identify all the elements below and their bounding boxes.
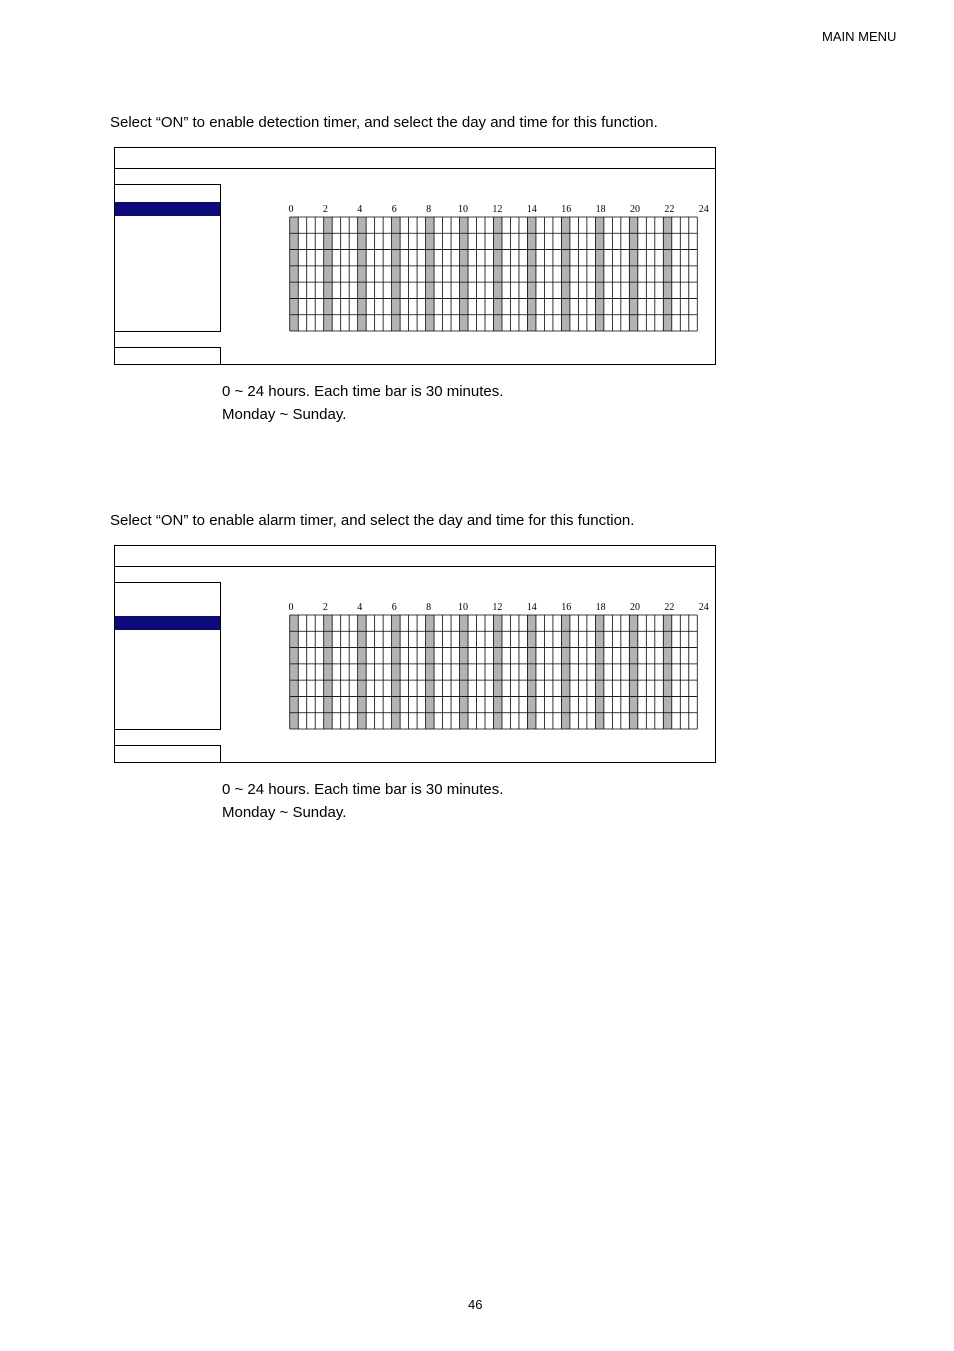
- time-bar-cell-column[interactable]: [604, 615, 612, 729]
- hour-label: 18: [595, 602, 606, 613]
- time-bar-cell-column[interactable]: [358, 615, 366, 729]
- hours-note: 0 ~ 24 hours. Each time bar is 30 minutes.: [222, 383, 504, 400]
- time-bar-cell-column[interactable]: [561, 615, 569, 729]
- time-bar-cell-column[interactable]: [426, 217, 434, 331]
- time-bar-cell-column[interactable]: [527, 217, 535, 331]
- time-bar-cell-column[interactable]: [595, 615, 603, 729]
- selected-day-row[interactable]: [115, 202, 220, 216]
- time-bar-cell-column[interactable]: [519, 217, 527, 331]
- time-bar-cell-column[interactable]: [510, 615, 518, 729]
- hour-label: 12: [492, 204, 503, 215]
- hour-label: 2: [322, 602, 328, 613]
- time-bar-cell-column[interactable]: [298, 217, 306, 331]
- time-bar-cell-column[interactable]: [477, 217, 485, 331]
- time-bar-cell-column[interactable]: [290, 217, 298, 331]
- hour-label: 2: [322, 204, 328, 215]
- hour-label: 0: [288, 204, 294, 215]
- time-bar-cell-column[interactable]: [443, 615, 451, 729]
- time-bar-cell-column[interactable]: [587, 217, 595, 331]
- time-bar-cell-column[interactable]: [638, 615, 646, 729]
- time-bar-cell-column[interactable]: [527, 615, 535, 729]
- time-bar-cell-column[interactable]: [443, 217, 451, 331]
- time-bar-cell-column[interactable]: [502, 217, 510, 331]
- time-bar-cell-column[interactable]: [383, 217, 391, 331]
- hour-label: 4: [357, 204, 363, 215]
- time-bar-cell-column[interactable]: [426, 615, 434, 729]
- time-bar-cell-column[interactable]: [570, 615, 578, 729]
- time-bar-cell-column[interactable]: [621, 217, 629, 331]
- days-note: Monday ~ Sunday.: [222, 804, 347, 821]
- hour-label: 10: [458, 204, 468, 215]
- time-bar-cell-column[interactable]: [307, 217, 315, 331]
- time-bar-cell-column[interactable]: [358, 217, 366, 331]
- time-bar-cell-column[interactable]: [502, 615, 510, 729]
- day-list[interactable]: [115, 582, 221, 730]
- time-bar-cell-column[interactable]: [451, 615, 459, 729]
- time-bar-cell-column[interactable]: [519, 615, 527, 729]
- hour-label: 24: [698, 204, 709, 215]
- hour-labels: [287, 602, 707, 614]
- time-bar-cell-column[interactable]: [570, 217, 578, 331]
- time-bar-cell-column[interactable]: [680, 217, 688, 331]
- time-bar-cell-column[interactable]: [494, 217, 502, 331]
- time-bar-cell-column[interactable]: [375, 615, 383, 729]
- time-bar-cell-column[interactable]: [477, 615, 485, 729]
- time-bar-cell-column[interactable]: [672, 615, 680, 729]
- hour-label: 18: [595, 204, 606, 215]
- alarm-timer-panel: [114, 545, 716, 763]
- time-bar-cell-column[interactable]: [536, 217, 544, 331]
- time-bar-cell-column[interactable]: [629, 217, 637, 331]
- hour-label: 22: [664, 602, 675, 613]
- time-bar-cell-column[interactable]: [561, 217, 569, 331]
- time-bar-cell-column[interactable]: [409, 217, 417, 331]
- time-bar-cell-column[interactable]: [468, 615, 476, 729]
- time-bar-cell-column[interactable]: [400, 217, 408, 331]
- time-bar-cell-column[interactable]: [553, 217, 561, 331]
- time-bar-cell-column[interactable]: [629, 615, 637, 729]
- time-bar-cell-column[interactable]: [536, 615, 544, 729]
- page-header: MAIN MENU: [822, 29, 897, 44]
- time-bar-cell-column[interactable]: [680, 615, 688, 729]
- time-bar-cell-column[interactable]: [655, 217, 663, 331]
- hours-note: 0 ~ 24 hours. Each time bar is 30 minutes.: [222, 781, 504, 798]
- time-bar-cell-column[interactable]: [595, 217, 603, 331]
- time-bar-cell-column[interactable]: [646, 217, 654, 331]
- page-number: 46: [468, 1297, 483, 1312]
- time-bar-cell-column[interactable]: [494, 615, 502, 729]
- time-bar-cell-column[interactable]: [298, 615, 306, 729]
- time-bar-cell-column[interactable]: [553, 615, 561, 729]
- time-bar-grid[interactable]: [287, 614, 700, 730]
- time-bar-cell-column[interactable]: [578, 217, 586, 331]
- panel-title-bar: [115, 148, 715, 169]
- time-bar-cell-column[interactable]: [621, 615, 629, 729]
- time-bar-cell-column[interactable]: [604, 217, 612, 331]
- hour-label: 6: [391, 204, 397, 215]
- hour-labels: [287, 204, 707, 216]
- hour-label: 16: [561, 204, 572, 215]
- time-bar-cell-column[interactable]: [349, 615, 357, 729]
- time-bar-cell-column[interactable]: [689, 615, 697, 729]
- list-footer-field[interactable]: [115, 745, 221, 762]
- time-bar-cell-column[interactable]: [366, 615, 374, 729]
- hour-label: 16: [561, 602, 572, 613]
- time-bar-cell-column[interactable]: [417, 217, 425, 331]
- hour-label: 10: [458, 602, 468, 613]
- time-bar-cell-column[interactable]: [689, 217, 697, 331]
- hour-label: 8: [426, 204, 432, 215]
- hour-label: 12: [492, 602, 503, 613]
- time-bar-cell-column[interactable]: [544, 615, 552, 729]
- time-bar-cell-column[interactable]: [460, 615, 468, 729]
- time-bar-cell-column[interactable]: [468, 217, 476, 331]
- time-bar-cell-column[interactable]: [366, 217, 374, 331]
- hour-label: 24: [698, 602, 709, 613]
- hour-label: 20: [630, 602, 640, 613]
- hour-label: 20: [630, 204, 640, 215]
- time-bar-cell-column[interactable]: [332, 217, 340, 331]
- time-bar-cell-column[interactable]: [392, 217, 400, 331]
- time-bar-cell-column[interactable]: [409, 615, 417, 729]
- time-bar-cell-column[interactable]: [434, 615, 442, 729]
- panel-title-bar: [115, 546, 715, 567]
- time-bar-cell-column[interactable]: [612, 217, 620, 331]
- time-bar-cell-column[interactable]: [646, 615, 654, 729]
- time-bar-cell-column[interactable]: [315, 217, 323, 331]
- time-bar-cell-column[interactable]: [485, 615, 493, 729]
- time-bar-cell-column[interactable]: [434, 217, 442, 331]
- time-bar-cell-column[interactable]: [672, 217, 680, 331]
- time-bar-cell-column[interactable]: [375, 217, 383, 331]
- hour-label: 14: [526, 602, 537, 613]
- detection-timer-intro: Select “ON” to enable detection timer, and select the day and time for this function.: [110, 114, 658, 131]
- time-bar-cell-column[interactable]: [315, 615, 323, 729]
- time-bar-cell-column[interactable]: [324, 615, 332, 729]
- time-bar-cell-column[interactable]: [544, 217, 552, 331]
- time-bar-cell-column[interactable]: [392, 615, 400, 729]
- hour-label: 8: [426, 602, 432, 613]
- hour-label: 22: [664, 204, 675, 215]
- time-bar-cell-column[interactable]: [400, 615, 408, 729]
- time-bar-cell-column[interactable]: [324, 217, 332, 331]
- alarm-timer-intro: Select “ON” to enable alarm timer, and select the day and time for this function.: [110, 512, 635, 529]
- time-bar-cell-column[interactable]: [383, 615, 391, 729]
- time-bar-cell-column[interactable]: [349, 217, 357, 331]
- time-bar-cell-column[interactable]: [663, 615, 671, 729]
- time-bar-cell-column[interactable]: [341, 615, 349, 729]
- list-footer-field[interactable]: [115, 347, 221, 364]
- time-bar-cell-column[interactable]: [655, 615, 663, 729]
- hour-label: 14: [526, 204, 537, 215]
- time-bar-cell-column[interactable]: [587, 615, 595, 729]
- time-bar-cell-column[interactable]: [417, 615, 425, 729]
- selected-day-row[interactable]: [115, 616, 220, 630]
- time-bar-cell-column[interactable]: [332, 615, 340, 729]
- time-bar-cell-column[interactable]: [451, 217, 459, 331]
- time-bar-cell-column[interactable]: [341, 217, 349, 331]
- hour-label: 4: [357, 602, 363, 613]
- time-bar-cell-column[interactable]: [612, 615, 620, 729]
- time-bar-cell-column[interactable]: [290, 615, 298, 729]
- time-bar-cell-column[interactable]: [663, 217, 671, 331]
- time-bar-cell-column[interactable]: [460, 217, 468, 331]
- detection-timer-panel: [114, 147, 716, 365]
- hour-label: 6: [391, 602, 397, 613]
- time-bar-cell-column[interactable]: [638, 217, 646, 331]
- days-note: Monday ~ Sunday.: [222, 406, 347, 423]
- time-bar-cell-column[interactable]: [485, 217, 493, 331]
- time-bar-cell-column[interactable]: [578, 615, 586, 729]
- time-bar-grid[interactable]: [287, 216, 700, 332]
- time-bar-cell-column[interactable]: [307, 615, 315, 729]
- hour-label: 0: [288, 602, 294, 613]
- time-bar-cell-column[interactable]: [510, 217, 518, 331]
